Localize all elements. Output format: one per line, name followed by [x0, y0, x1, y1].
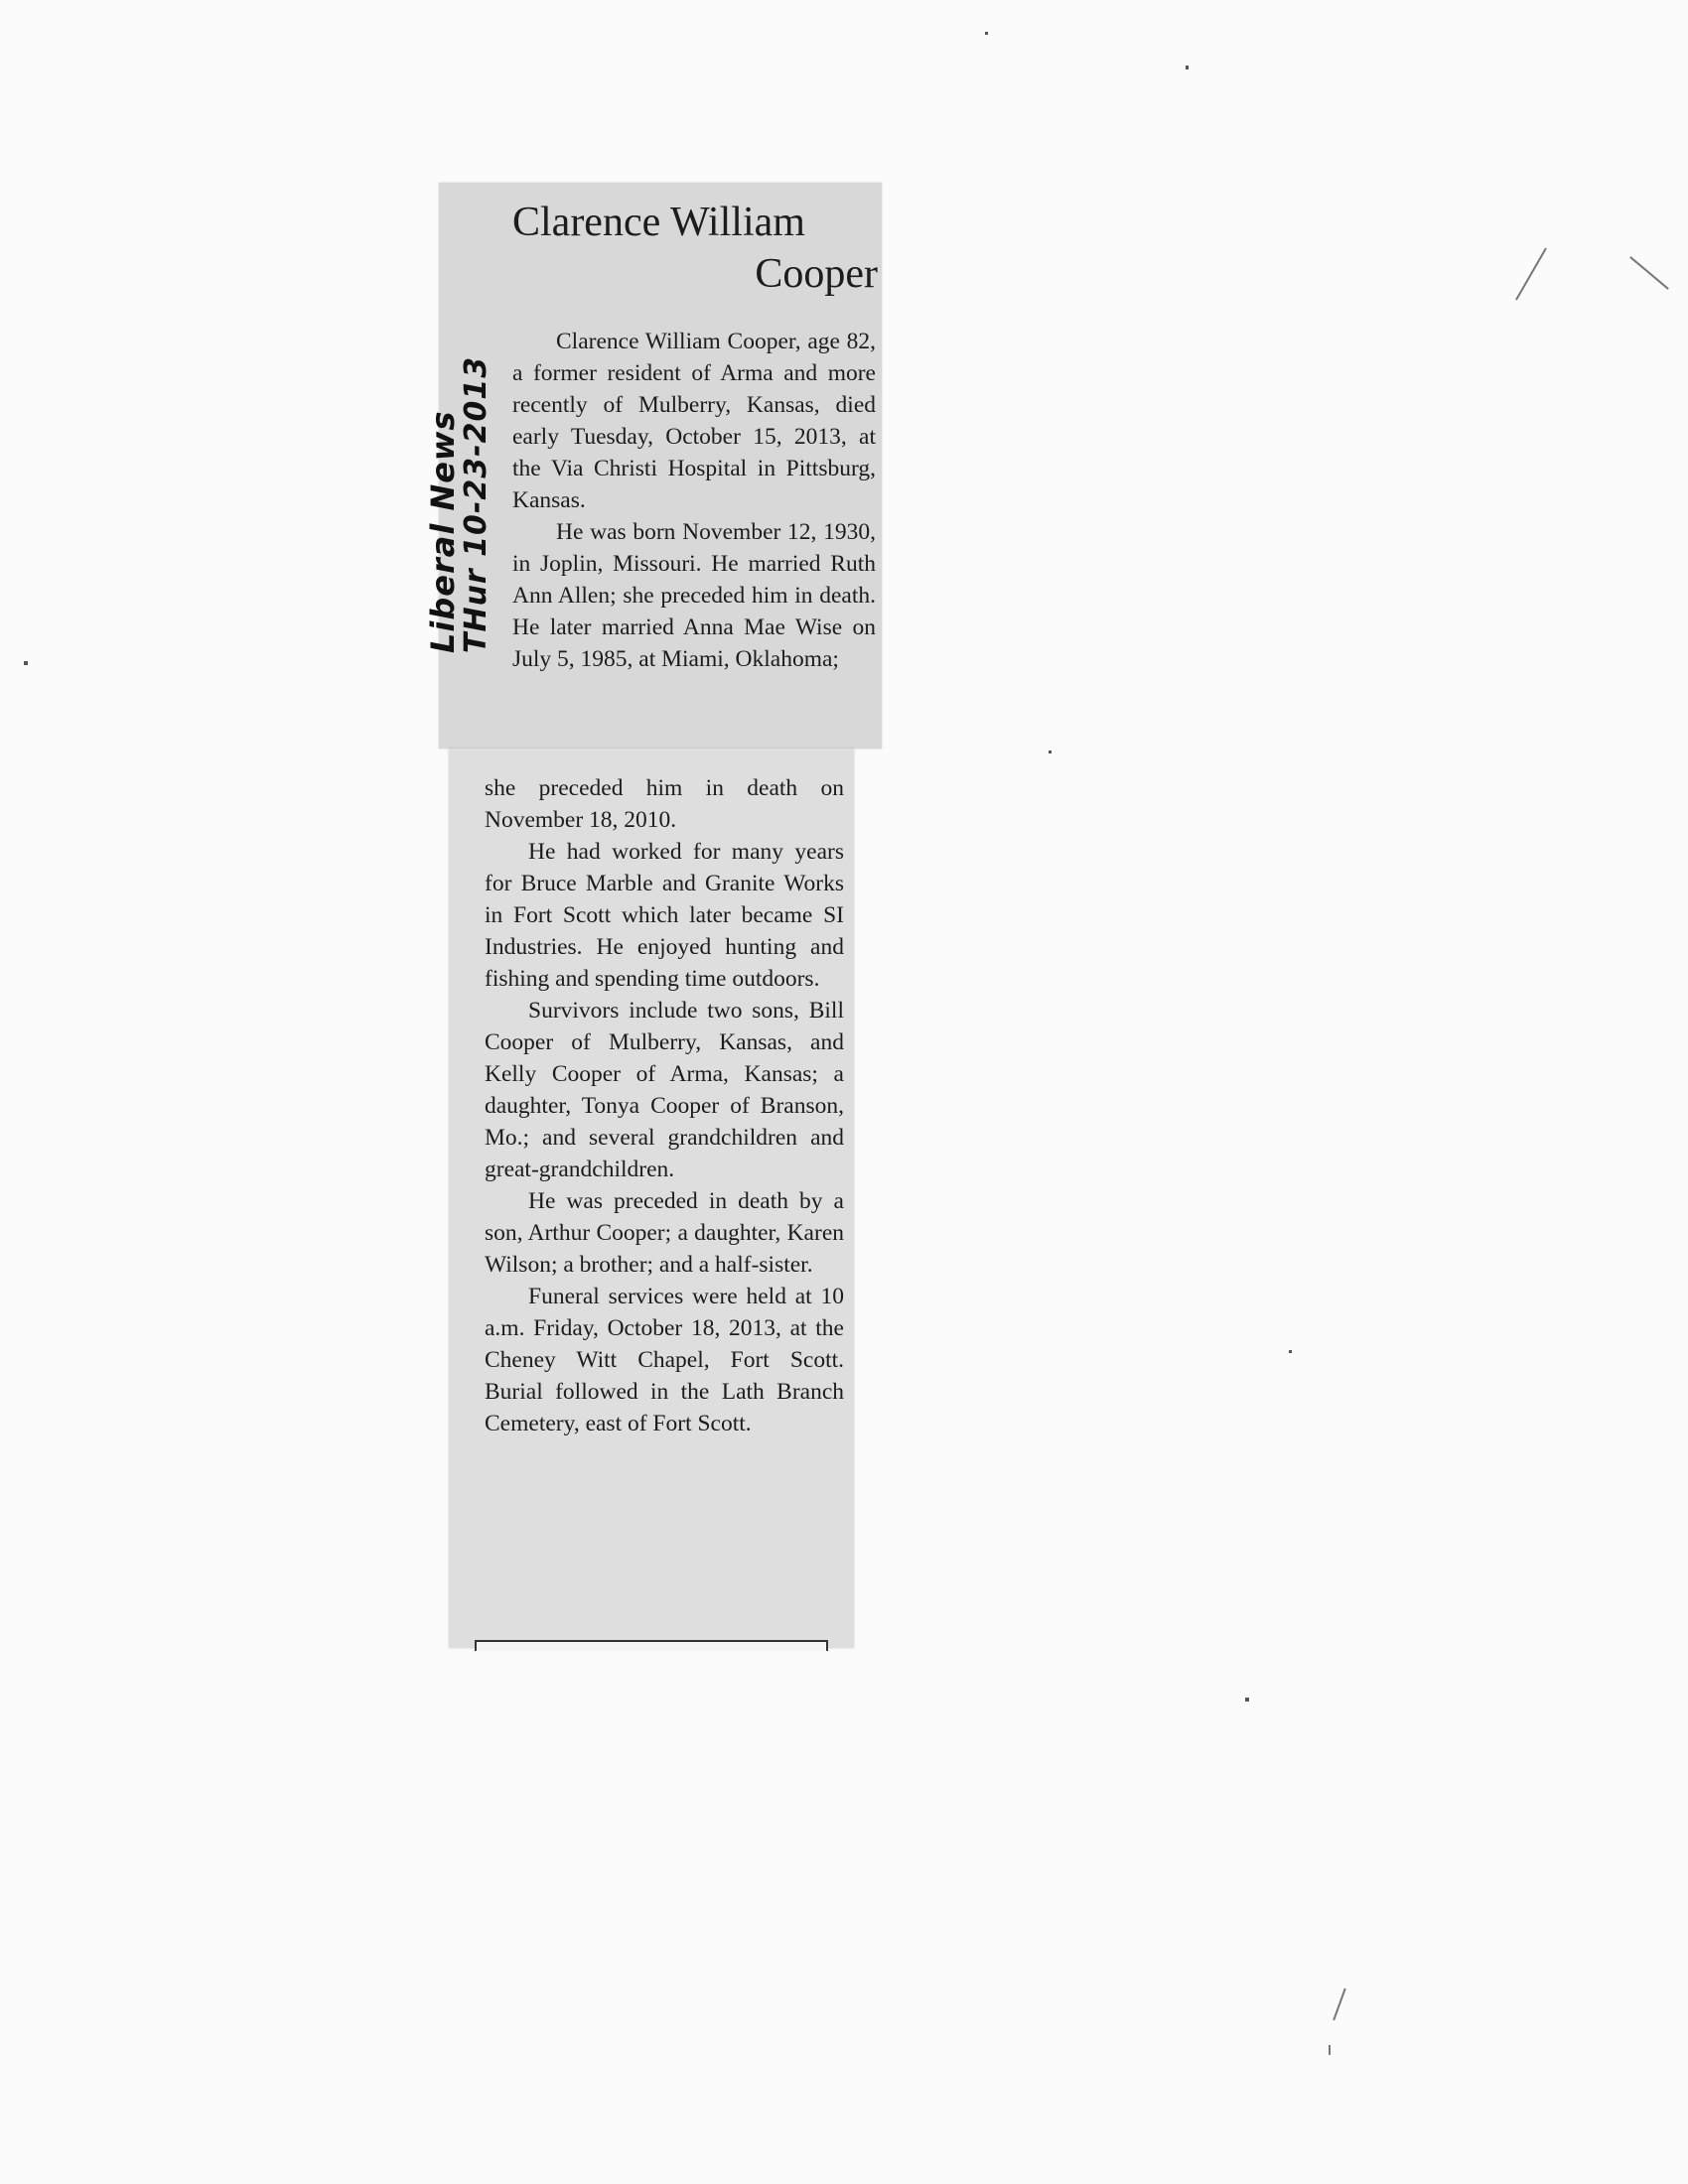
scan-speck	[1186, 66, 1189, 69]
obituary-clipping-top	[439, 183, 882, 749]
obituary-headline-first: Clarence William	[512, 200, 805, 245]
scan-mark	[1629, 256, 1669, 290]
scan-speck	[24, 661, 28, 665]
paragraph: she preceded him in death on November 18, 2010.	[485, 775, 844, 833]
scan-speck	[1289, 1350, 1292, 1353]
scan-speck	[985, 32, 988, 35]
obituary-body-top	[512, 326, 876, 675]
scan-speck	[1049, 751, 1052, 753]
paragraph: Survivors include two sons, Bill Cooper of Mulberry, Kansas, and Kelly Cooper of Arma, Kansas; a daughter, Tonya Cooper of Branson, Mo.; and several grandchildren and great-grandchildren.	[485, 998, 844, 1182]
paragraph: He was preceded in death by a son, Arthur Cooper; a daughter, Karen Wilson; a brother; and a half-sister.	[485, 1188, 844, 1278]
obituary-headline-last: Cooper	[755, 251, 878, 297]
obituary-body-bottom	[485, 772, 844, 1439]
scan-mark	[1333, 1988, 1346, 2021]
paragraph: Funeral services were held at 10 a.m. Friday, October 18, 2013, at the Cheney Witt Chapel, Fort Scott. Burial followed in the Lath Branch Cemetery, east of Fort Scott.	[485, 1284, 844, 1436]
handwritten-paper-name: Liberal News	[424, 410, 462, 653]
scan-mark	[1329, 2045, 1331, 2055]
scan-mark	[1515, 248, 1547, 301]
handwritten-date: THur 10-23-2013	[459, 355, 493, 653]
handwritten-source-note	[424, 355, 493, 653]
paragraph: He had worked for many years for Bruce Marble and Granite Works in Fort Scott which later became SI Industries. He enjoyed hunting and fishing and spending time outdoors.	[485, 839, 844, 992]
obituary-clipping-bottom	[449, 749, 854, 1648]
clipping-bottom-rule	[475, 1640, 828, 1651]
paragraph: Clarence William Cooper, age 82, a former resident of Arma and more recently of Mulberry, Kansas, died early Tuesday, October 15, 2013, at the Via Christi Hospital in Pittsburg, Kansas.	[512, 329, 876, 513]
paragraph: He was born November 12, 1930, in Joplin, Missouri. He married Ruth Ann Allen; she preceded him in death. He later married Anna Mae Wise on July 5, 1985, at Miami, Oklahoma;	[512, 519, 876, 672]
scan-speck	[1245, 1698, 1249, 1702]
